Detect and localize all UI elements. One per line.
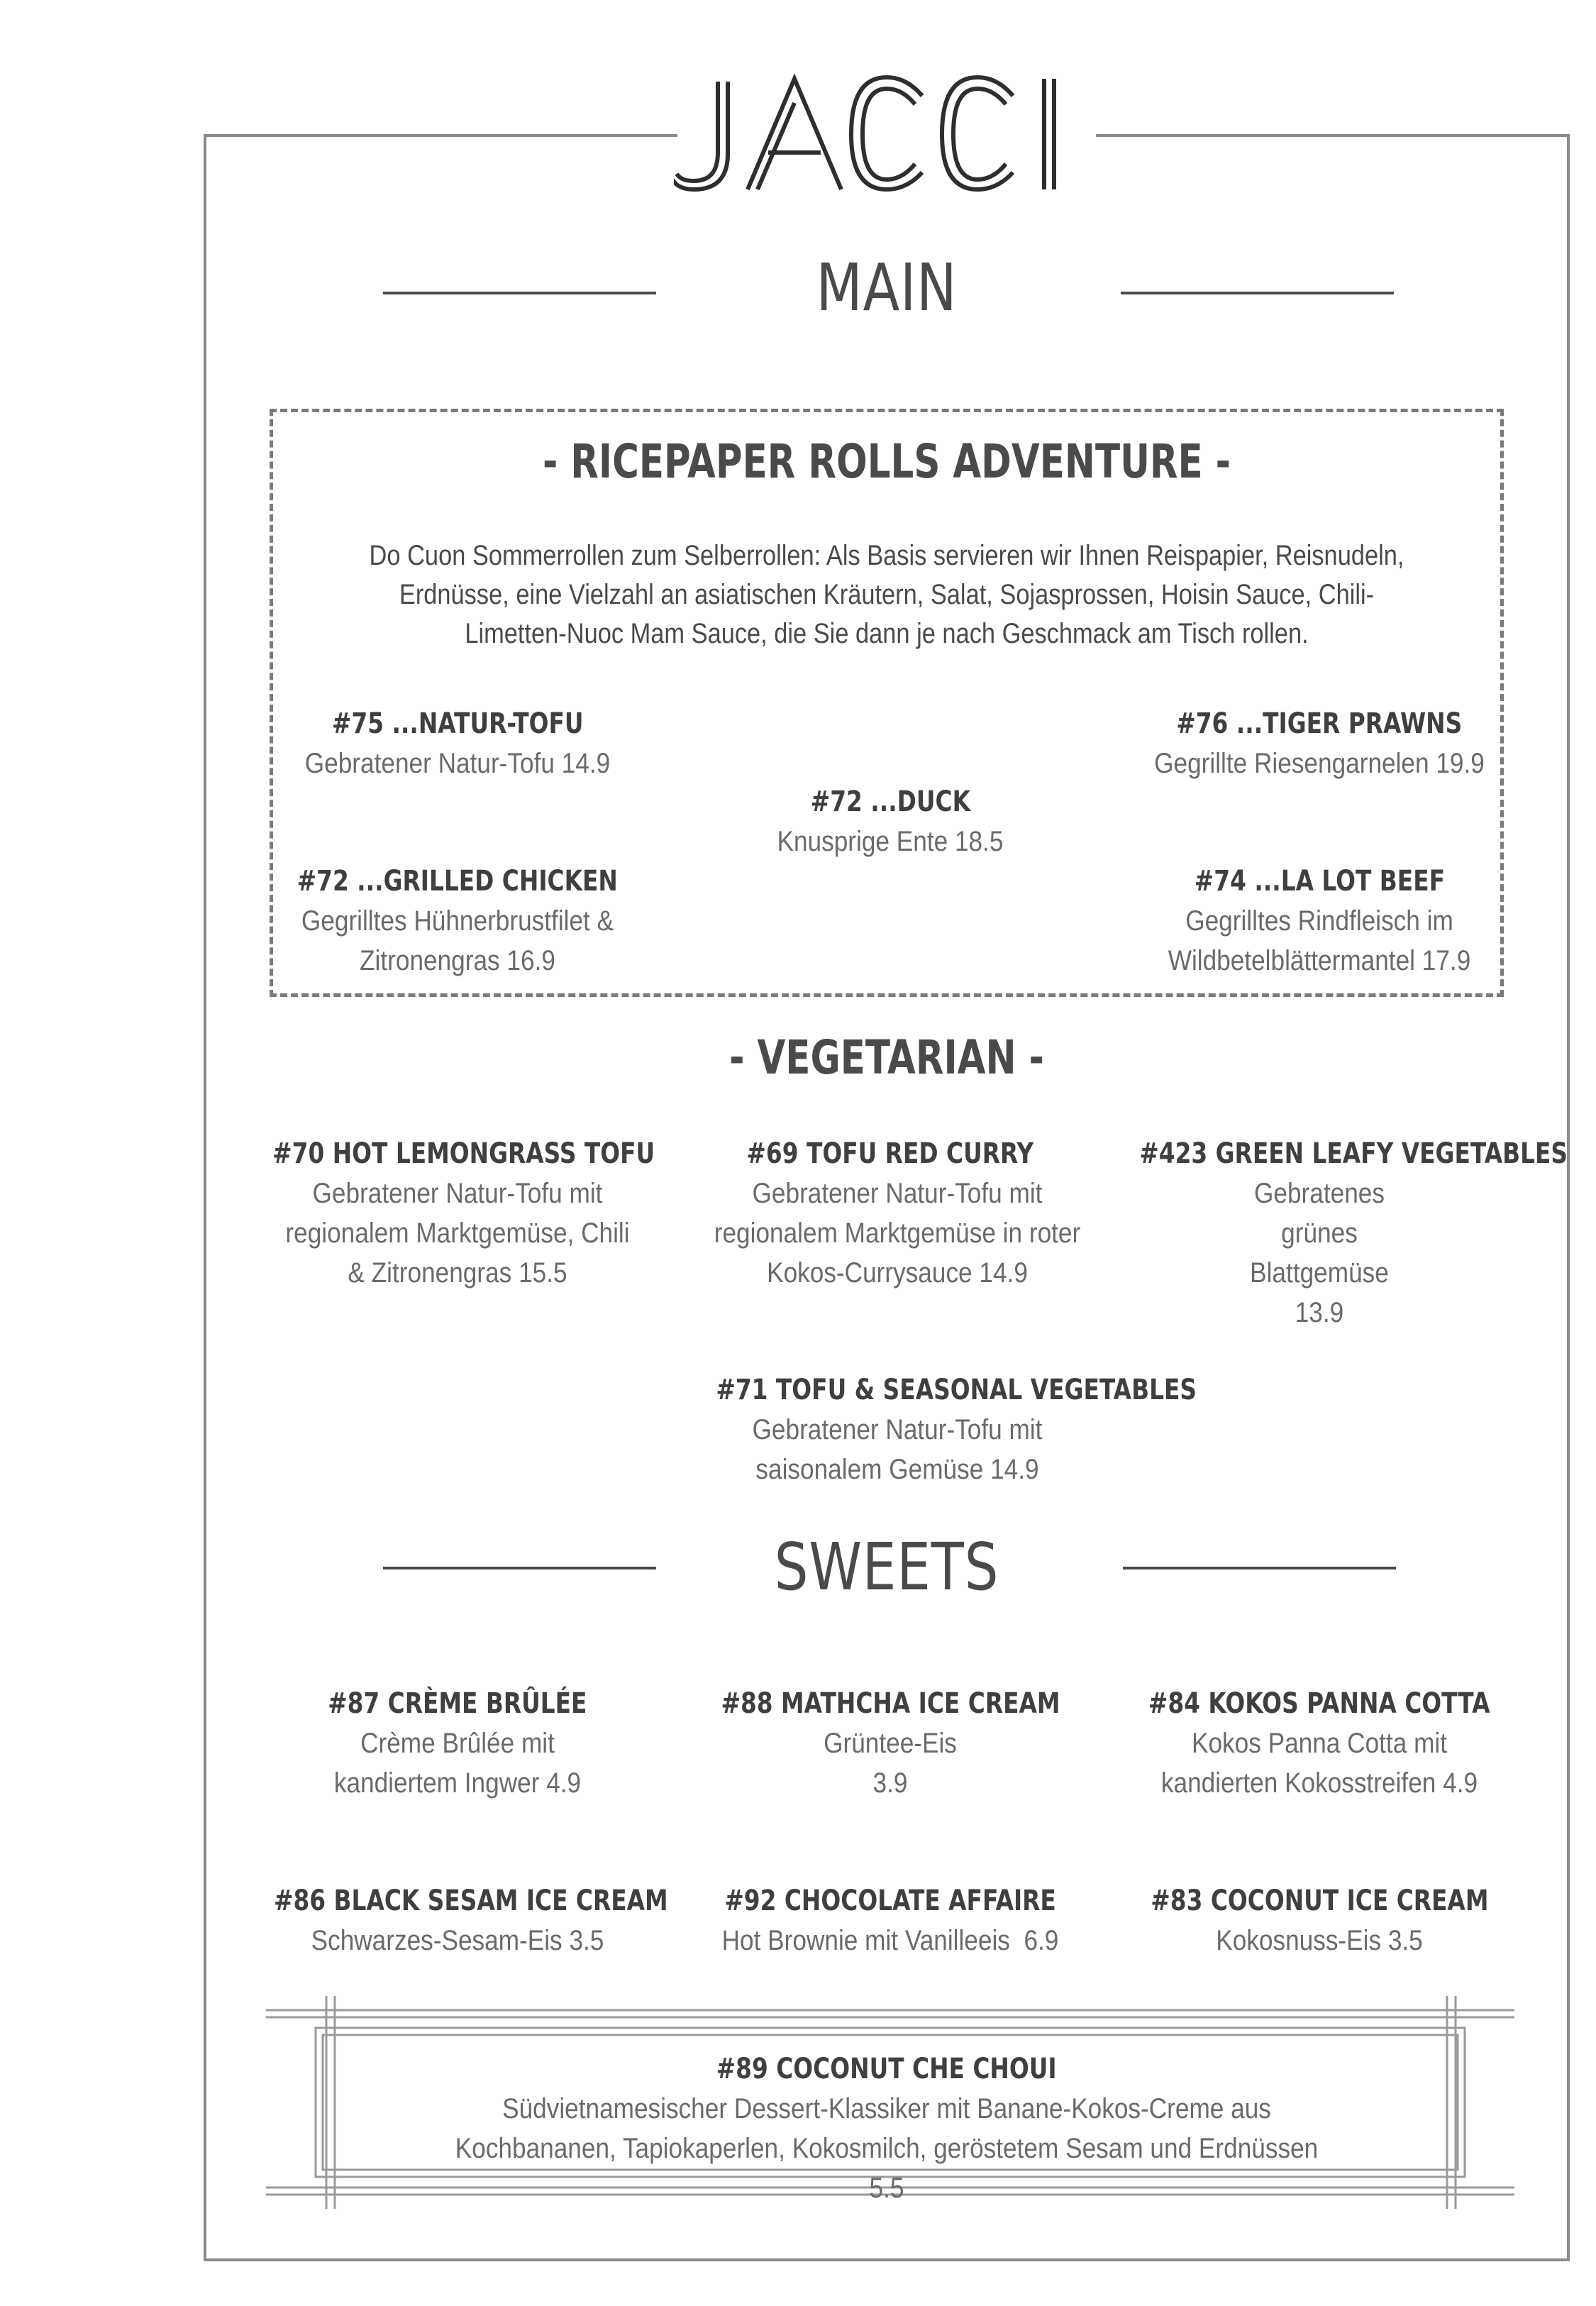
menu-item-matcha-ice-cream [663, 1684, 1117, 1803]
vegetarian-title: - VEGETARIAN - [729, 1030, 1044, 1085]
main-title: MAIN [816, 250, 958, 326]
menu-item-kokos-panna-cotta [1092, 1684, 1546, 1803]
menu-item-grilled-chicken [231, 861, 685, 981]
item-desc: Südvietnamesischer Dessert-Klassiker mit Banane-Kokos-Creme aus Kochbananen, Tapiokaperlen, Kokosmilch, geröstetem Sesam und Erdnüssen 5.5 [455, 2093, 1319, 2204]
item-name: #75 ...NATUR-TOFU [331, 707, 584, 740]
menu-item-la-lot-beef [1092, 861, 1546, 981]
item-desc: Crème Brûlée mit kandiertem Ingwer 4.9 [333, 1728, 582, 1799]
sweets-rule-left [383, 1567, 656, 1569]
menu-item-natur-tofu [231, 704, 685, 783]
menu-item-tofu-red-curry [663, 1134, 1117, 1293]
menu-item-green-leafy-vegetables [1092, 1134, 1568, 1333]
menu-item-coconut-ice-cream [1092, 1881, 1546, 1960]
item-name: #83 COCONUT ICE CREAM [1150, 1885, 1489, 1917]
item-desc: Gegrilltes Rindfleisch im Wildbetelblättermantel 17.9 [1168, 905, 1471, 976]
menu-item-black-sesam-ice-cream [231, 1881, 685, 1960]
item-desc: Schwarzes-Sesam-Eis 3.5 [311, 1925, 604, 1956]
item-desc: Gegrillte Riesengarnelen 19.9 [1154, 748, 1485, 779]
item-name: #92 CHOCOLATE AFFAIRE [724, 1885, 1056, 1917]
item-desc: Hot Brownie mit Vanilleeis 6.9 [721, 1925, 1059, 1956]
sweets-rule-right [1123, 1567, 1396, 1569]
item-name: #89 COCONUT CHE CHOUI [716, 2053, 1057, 2085]
item-name: #74 ...LA LOT BEEF [1194, 865, 1445, 898]
item-desc: Gebratener Natur-Tofu mit saisonalem Gemüse 14.9 [752, 1414, 1043, 1485]
sweets-title: SWEETS [774, 1529, 999, 1605]
item-name: #70 HOT LEMONGRASS TOFU [272, 1137, 655, 1170]
item-name: #88 MATHCHA ICE CREAM [720, 1687, 1060, 1720]
menu-item-coconut-che-choui [284, 2049, 1490, 2208]
item-desc: Gebratener Natur-Tofu 14.9 [304, 748, 611, 779]
item-name: #76 ...TIGER PRAWNS [1176, 707, 1463, 740]
menu-item-tiger-prawns [1092, 704, 1546, 783]
item-desc: Grüntee-Eis 3.9 [824, 1728, 957, 1799]
item-desc: Kokos Panna Cotta mit kandierten Kokosstreifen 4.9 [1160, 1728, 1478, 1799]
item-name: #87 CRÈME BRÛLÉE [328, 1687, 587, 1720]
item-desc: Gebratenes grünes Blattgemüse 13.9 [1250, 1178, 1389, 1328]
item-desc: Gebratener Natur-Tofu mit regionalem Marktgemüse in roter Kokos-Currysauce 14.9 [714, 1178, 1081, 1289]
menu-item-tofu-seasonal-vegetables [663, 1370, 1197, 1489]
item-name: #71 TOFU & SEASONAL VEGETABLES [716, 1374, 1197, 1406]
ricepaper-intro: Do Cuon Sommerrollen zum Selberrollen: Als Basis servieren wir Ihnen Reispapier, Reisnudeln, Erdnüsse, eine Vielzahl an asiatischen Kräutern, Salat, Sojasprossen, Hoisin Sauce, Chili-Limetten-Nuoc Mam Sauce, die Sie dann je nach Geschmack am Tisch rollen. [369, 540, 1404, 649]
item-desc: Gegrilltes Hühnerbrustfilet & Zitronengras 16.9 [301, 905, 614, 976]
menu-item-duck [663, 782, 1117, 861]
menu-item-chocolate-affaire [663, 1881, 1117, 1960]
item-name: #72 ...DUCK [810, 785, 970, 818]
item-name: #84 KOKOS PANNA COTTA [1148, 1687, 1490, 1720]
item-name: #69 TOFU RED CURRY [746, 1137, 1034, 1170]
item-desc: Kokosnuss-Eis 3.5 [1216, 1925, 1423, 1956]
main-rule-left [383, 292, 656, 294]
item-name: #86 BLACK SESAM ICE CREAM [273, 1885, 668, 1917]
ricepaper-title: - RICEPAPER ROLLS ADVENTURE - [542, 434, 1231, 489]
item-desc: Knusprige Ente 18.5 [777, 826, 1004, 857]
item-desc: Gebratener Natur-Tofu mit regionalem Marktgemüse, Chili & Zitronengras 15.5 [285, 1178, 630, 1289]
main-rule-right [1121, 292, 1394, 294]
menu-item-creme-brulee [231, 1684, 685, 1803]
menu-item-hot-lemongrass-tofu [231, 1134, 685, 1293]
item-name: #423 GREEN LEAFY VEGETABLES [1139, 1137, 1568, 1170]
item-name: #72 ...GRILLED CHICKEN [297, 865, 619, 898]
jacci-logo [674, 67, 1099, 195]
